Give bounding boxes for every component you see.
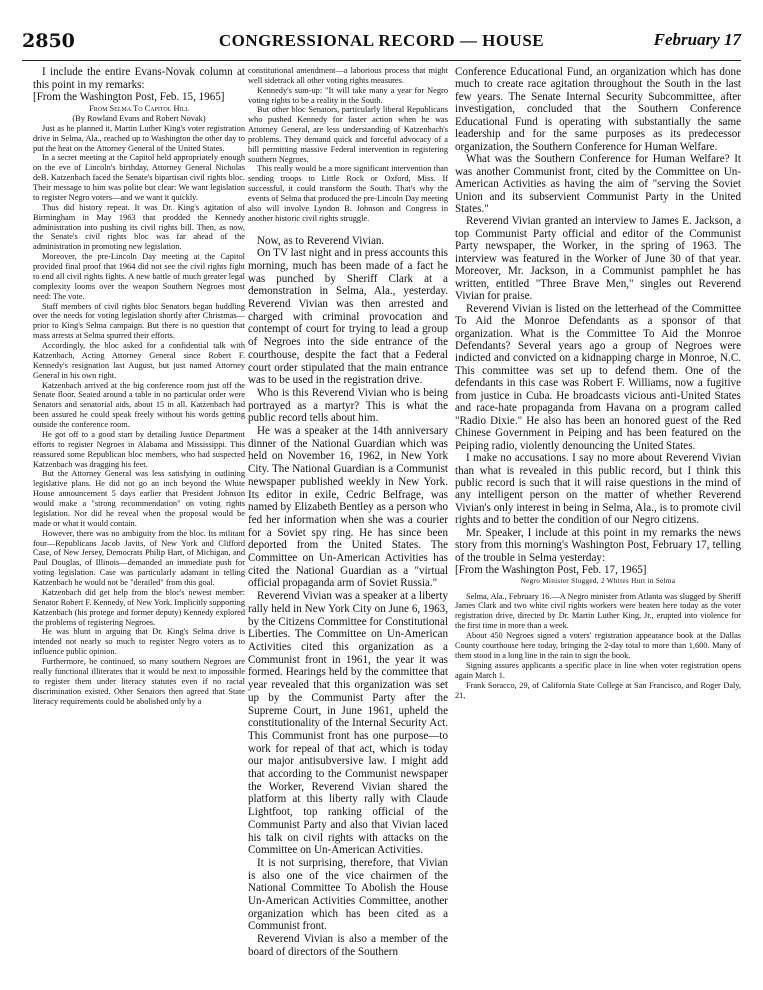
article-paragraph: But other bloc Senators, particularly liberal Republicans who pushed Kennedy for faster action when he was Attorney General, are less understanding of Katzenbach's problems. They demand quick and forceful advocacy of a bill permitting massive Federal intervention in registering southern Negroes. bbox=[248, 105, 448, 164]
news-paragraph: Signing assures applicants a specific place in line when voter registration opens again March 1. bbox=[455, 660, 741, 680]
news-headline: Negro Minister Slugged, 2 Whites Hurt in Selma bbox=[520, 576, 676, 585]
column-1 bbox=[33, 66, 245, 990]
column-3 bbox=[455, 66, 741, 990]
article-paragraph: Accordingly, the bloc asked for a confidential talk with Katzenbach, Acting Attorney General since Robert F. Kennedy's resignation last August, but just named Attorney General in his own right. bbox=[33, 341, 245, 380]
remarks-paragraph: Reverend Vivian is listed on the letterhead of the Committee To Aid the Monroe Defendants as a sponsor of that organization. What is the Committee To Aid the Monroe Defendants? Several years ago a group of Negroes were indicted and convicted on a kidnapping charge in Monroe, N.C. This committee was set up to defend them. One of the defendants in this case was Robert F. Williams, now a fugitive from justice in Cuba. He broadcasts vicious anti-United States and race-hate propaganda from Havana on a program called "Radio Dixie." He also has been an honored guest of the Red Chinese Government in Peiping and has been featured on the Peiping radio, violently denouncing the United States. bbox=[455, 302, 741, 452]
article-paragraph: Katzenbach did get help from the bloc's newest member: Senator Robert F. Kennedy, of New York. Implicitly supporting Katzenbach (his protege and former deputy) Kennedy explored the problems of registering Negroes. bbox=[33, 587, 245, 627]
remarks-paragraph: It is not surprising, therefore, that Vivian is also one of the vice chairmen of the National Committee To Abolish the House Un-American Activities Committee, another organization which has been cited as a Communist front. bbox=[248, 856, 448, 933]
remarks-paragraph: Reverend Vivian is also a member of the board of directors of the Southern bbox=[248, 933, 448, 958]
remarks-paragraph: Mr. Speaker, I include at this point in my remarks the news story from this morning's Washington Post, February 17, telling of the trouble in Selma yesterday: bbox=[455, 526, 741, 564]
issue-date: February 17 bbox=[653, 30, 741, 49]
remarks-paragraph: What was the Southern Conference for Human Welfare? It was another Communist front, cited by the Committee on Un-American Activities as having the aim of "serving the Soviet Union and its subservient Communist Party in the United States." bbox=[455, 153, 741, 215]
article-paragraph: He was blunt in arguing that Dr. King's Selma drive is intended not nearly so much to register Negro voters as to influence public opinion. bbox=[33, 627, 245, 657]
article-paragraph: Staff members of civil rights bloc Senators began huddling over the needs for voting legislation shortly after Christmas—prior to King's Selma campaign. But there is no question that mass arrests at Selma spurred their efforts. bbox=[33, 301, 245, 341]
remarks-paragraph: On TV last night and in press accounts this morning, much has been made of a fact he was punched by Sheriff Clark at a demonstration in Selma, Ala., yesterday. Reverend Vivian was then arrested and charged with criminal provocation and contempt of court for trying to lead a group of Negroes into the side entrance of the courthouse, despite the fact that a Federal court order stipulated that the main entrance was to be used in the registration drive. bbox=[248, 247, 448, 387]
news-paragraph: About 450 Negroes signed a voters' registration appearance book at the Dallas County courthouse here today, bringing the 2-day total to more than 1,600. Many of them stood in a long line in the rain to sign the book. bbox=[455, 631, 741, 661]
remarks-paragraph: Who is this Reverend Vivian who is being portrayed as a martyr? This is what the public record tells about him. bbox=[248, 386, 448, 425]
page-number: 2850 bbox=[22, 30, 75, 52]
article-paragraph: Kennedy's sum-up: "It will take many a year for Negro voting rights to be a reality in the South. bbox=[248, 85, 448, 105]
remarks-paragraph: Reverend Vivian was a speaker at a liberty rally held in New York City on June 6, 1963, by the Citizens Committee for Constitutional Liberties. The Committee on Un-American Activities cited this organization as a Communist front in 1961, the year it was formed. Hearings held by the committee that year revealed that this organization was set up by the Communist Party after the Supreme Court, in June 1961, upheld the constitutionality of the Internal Security Act. This Communist front has one purpose—to work for repeal of that act, which is today our major antisubversive law. I might add that according to the Communist newspaper the Worker, Reverend Vivian shared the platform at this liberty rally with Claude Lightfoot, top ranking official of the Communist Party and also that Vivian laced his talk on civil rights with attacks on the Committee on Un-American Activities. bbox=[248, 590, 448, 857]
article-paragraph: But the Attorney General was less satisfying in outlining legislative plans. He did not go an inch beyond the White House announcement 5 days earlier that President Johnson would make a "strong recommendation" on voting rights legislation. Nor did he reveal when the proposal would be made or what it would contain. bbox=[33, 469, 245, 528]
remarks-paragraph: I make no accusations. I say no more about Reverend Vivian than what is revealed in this public record, but I think this public record is such that it will raise questions in the mind of any intelligent person on the matter of whether Reverend Vivian's only interest in being in Selma, Ala., is to promote civil rights and to better the condition of our Negro citizens. bbox=[455, 452, 741, 527]
page-header bbox=[22, 30, 741, 60]
article-paragraph: This really would be a more significant intervention than sending troops to Little Rock or Oxford, Miss. If successful, it could transform the South. That's why the events of Selma that produced the pre-Lincoln Day meeting also will involve Lyndon B. Johnson and Congress in another historic civil rights struggle. bbox=[248, 164, 448, 223]
publication-title: CONGRESSIONAL RECORD — HOUSE bbox=[218, 31, 545, 50]
article-paragraph: However, there was no ambiguity from the bloc. Its militant four—Republicans Jacob Javits, of New York and Clifford Case, of New Jersey, Democrats Philip Hart, of Michigan, and Paul Douglas, of Illinois—demanded an immediate push for voting legislation. Case was particularly adamant in telling Katzenbach he would not be "derailed" from this goal. bbox=[33, 528, 245, 588]
article-paragraph: In a secret meeting at the Capitol held appropriately enough on the eve of Lincoln's birthday, Attorney General Nicholas deB. Katzenbach faced the Senate's bipartisan civil rights bloc. Their message to him was polite but clear: We want legislation to register Negro voters—and we want it quickly. bbox=[33, 153, 245, 202]
source-citation: [From the Washington Post, Feb. 17, 1965] bbox=[455, 564, 647, 577]
article-byline: (By Rowland Evans and Robert Novak) bbox=[72, 113, 206, 123]
remarks-paragraph: Reverend Vivian granted an interview to James E. Jackson, a top Communist Party official and editor of the Communist Party newspaper, the Worker, in the spring of 1963. The interview was featured in the Worker of June 30 of that year. Moreover, Mr. Jackson, in a Communist pamphlet he has written, entitled "Three Brave Men," singles out Reverend Vivian for praise. bbox=[455, 215, 741, 303]
news-paragraph: Selma, Ala., February 16.—A Negro minister from Atlanta was slugged by Sheriff James Clark and two white civil rights workers were beaten here today as the voter registration drive, directed by Dr. Martin Luther King, Jr., erupted into violence for the first time in more than a week. bbox=[455, 591, 741, 631]
column-2 bbox=[248, 66, 448, 990]
article-paragraph: Just as he planned it, Martin Luther King's voter registration drive in Selma, Ala., reached up to Washington the other day to put the heat on the Attorney General of the United States. bbox=[33, 123, 245, 153]
article-paragraph: Moreover, the pre-Lincoln Day meeting at the Capitol provided final proof that 1964 did not see the civil rights fight to end all civil rights fights. A new battle of much greater legal complexity looms over the weapon Southern Negroes most need: The vote. bbox=[33, 252, 245, 301]
remarks-paragraph: Now, as to Reverend Vivian. bbox=[257, 234, 385, 247]
spacer bbox=[248, 224, 448, 235]
header-rule bbox=[22, 60, 741, 61]
news-paragraph: Frank Soracco, 29, of California State College at San Francisco, and Roger Daly, 21, bbox=[455, 680, 741, 700]
article-headline: From Selma To Capitol Hill bbox=[89, 104, 189, 114]
article-paragraph: Furthermore, he continued, so many southern Negroes are really functional illiterates that it would be next to impossible to register them under literacy statutes even if no racial discrimination existed. Other Senators then agreed that State literacy requirements could be abolished only by a bbox=[33, 657, 245, 706]
intro-paragraph: I include the entire Evans-Novak column at this point in my remarks: bbox=[33, 66, 245, 91]
article-paragraph: Thus did history repeat. It was Dr. King's agitation of Birmingham in May 1963 that prodded the Kennedy administration into pushing its civil rights bill. Then, as now, the Senate's civil rights bloc was far ahead of the administration in promoting new legislation. bbox=[33, 202, 245, 252]
article-paragraph: constitutional amendment—a laborious process that might well sidetrack all other voting rights measures. bbox=[248, 66, 448, 85]
article-paragraph: He got off to a good start by detailing Justice Department efforts to register Negroes in Alabama and Mississippi. This reassured some Republican bloc members, who had suspected Katzenbach was dragging his feet. bbox=[33, 429, 245, 469]
source-citation: [From the Washington Post, Feb. 15, 1965] bbox=[33, 91, 225, 104]
article-paragraph: Katzenbach arrived at the big conference room just off the Senate floor. Seated around a table in no particular order were Senators and senatorial aids, about 15 in all. Katzenbach had been assured he could speak freely without his words getting outside the conference room. bbox=[33, 380, 245, 430]
remarks-paragraph: He was a speaker at the 14th anniversary dinner of the National Guardian which was held on November 16, 1962, in New York City. The National Guardian is a Communist newspaper published weekly in New York. Its editor in exile, Cedric Belfrage, was named by Elizabeth Bentley as a person who fed her information when she was a courier for a Soviet spy ring. He has since been deported from the United States. The Committee on Un-American Activities has cited the National Guardian as a "virtual official propaganda arm of Soviet Russia." bbox=[248, 425, 448, 590]
remarks-paragraph: Conference Educational Fund, an organization which has done much to create race agitation throughout the South in the last few years. The Senate Internal Security Subcommittee, after investigation, concluded that the Southern Conference Educational Fund is operating with substantially the same leadership and for the same purposes as its predecessor organization, the Southern Conference for Human Welfare. bbox=[455, 66, 741, 153]
